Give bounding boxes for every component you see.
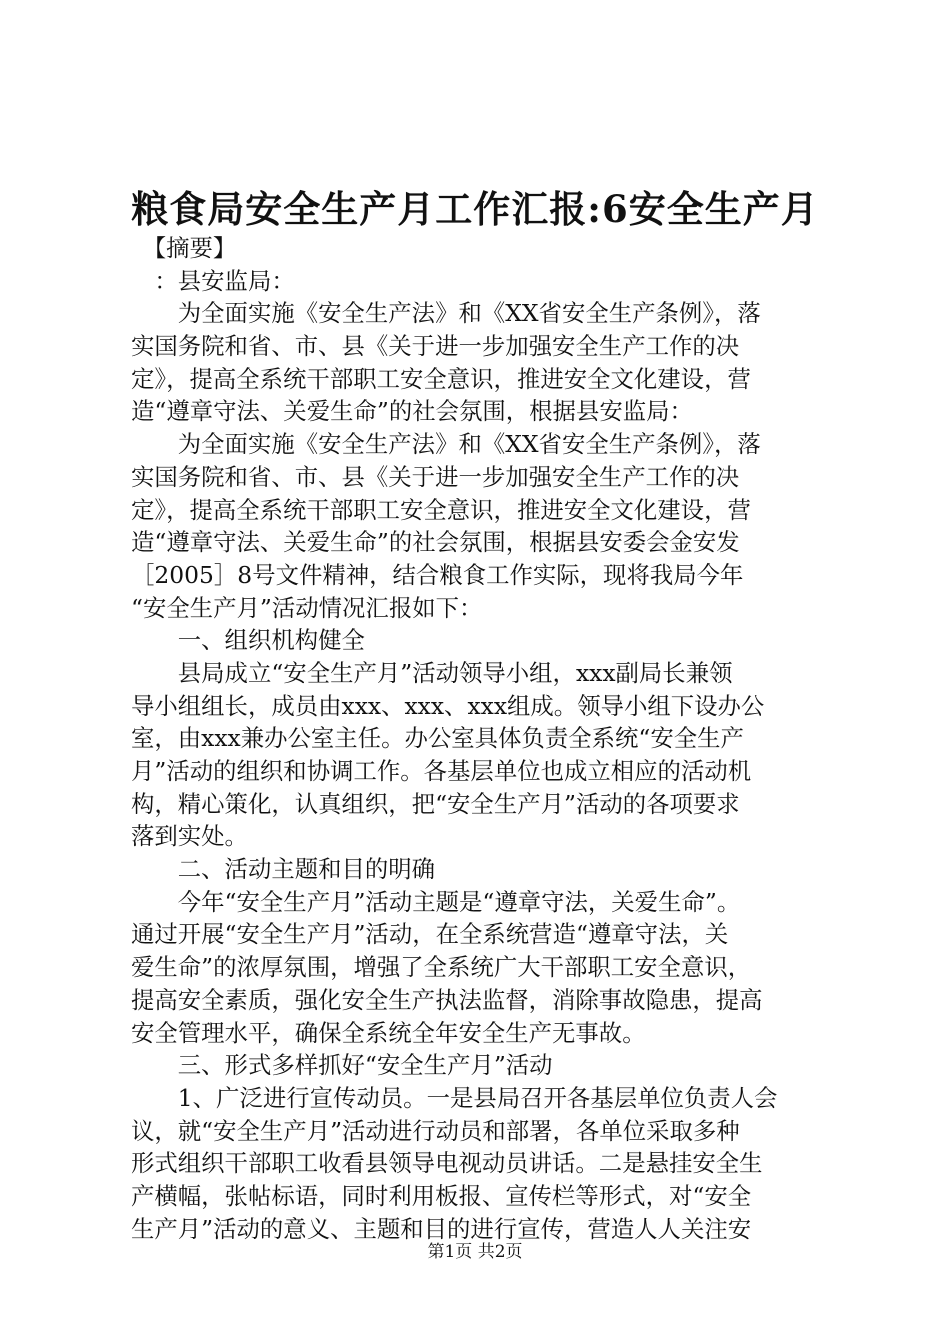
page-footer — [0, 1240, 950, 1264]
body-line: 室，由xxx兼办公室主任。办公室具体负责全系统“安全生产 — [131, 724, 744, 753]
body-line: 实国务院和省、市、县《关于进一步加强安全生产工作的决 — [131, 462, 740, 491]
body-line: 落到实处。 — [131, 822, 248, 851]
body-line: 造“遵章守法、关爱生命”的社会氛围，根据县安委会金安发 — [131, 528, 740, 557]
body-line: 导小组组长，成员由xxx、xxx、xxx组成。领导小组下设办公 — [131, 691, 765, 720]
body-line: 为全面实施《安全生产法》和《XX省安全生产条例》，落 — [131, 430, 761, 459]
section-heading: 三、形式多样抓好“安全生产月”活动 — [131, 1051, 553, 1080]
document-body — [131, 232, 831, 1245]
body-line: 今年“安全生产月”活动主题是“遵章守法，关爱生命”。 — [131, 887, 741, 916]
body-line: 形式组织干部职工收看县领导电视动员讲话。二是悬挂安全生 — [131, 1149, 763, 1178]
body-line: 定》，提高全系统干部职工安全意识，推进安全文化建设，营 — [131, 364, 751, 393]
body-line: 月”活动的组织和协调工作。各基层单位也成立相应的活动机 — [131, 757, 752, 785]
body-line: 1、广泛进行宣传动员。一是县局召开各基层单位负责人会 — [131, 1083, 778, 1112]
body-line: 议，就“安全生产月”活动进行动员和部署，各单位采取多种 — [131, 1116, 740, 1145]
body-line: 爱生命”的浓厚氛围，增强了全系统广大干部职工安全意识， — [131, 953, 752, 982]
body-line: 定》，提高全系统干部职工安全意识，推进安全文化建设，营 — [131, 495, 751, 524]
page-number-label: 第1页 共2页 — [427, 1242, 523, 1262]
document-title: 粮食局安全生产月工作汇报:6安全生产月 — [131, 187, 819, 231]
section-heading: 一、组织机构健全 — [131, 626, 365, 655]
body-line: ：县安监局： — [131, 266, 295, 295]
body-line: 生产月”活动的意义、主题和目的进行宣传，营造人人关注安 — [131, 1214, 752, 1243]
body-line: 【摘要】 — [131, 234, 237, 262]
body-line: 构，精心策化，认真组织，把“安全生产月”活动的各项要求 — [131, 789, 740, 818]
body-line: 提高安全素质，强化安全生产执法监督，消除事故隐患，提高 — [131, 985, 763, 1014]
body-line: 县局成立“安全生产月”活动领导小组，xxx副局长兼领 — [131, 658, 733, 687]
body-line: “安全生产月”活动情况汇报如下： — [131, 593, 483, 622]
body-line: ［2005］8号文件精神，结合粮食工作实际，现将我局今年 — [131, 560, 744, 589]
body-line: 产横幅，张帖标语，同时利用板报、宣传栏等形式，对“安全 — [131, 1181, 752, 1210]
section-heading: 二、活动主题和目的明确 — [131, 855, 436, 884]
body-line: 实国务院和省、市、县《关于进一步加强安全生产工作的决 — [131, 332, 740, 361]
body-line: 为全面实施《安全生产法》和《XX省安全生产条例》，落 — [131, 299, 761, 328]
body-line: 安全管理水平，确保全系统全年安全生产无事故。 — [131, 1018, 646, 1047]
body-line: 通过开展“安全生产月”活动，在全系统营造“遵章守法，关 — [131, 920, 729, 949]
body-line: 造“遵章守法、关爱生命”的社会氛围，根据县安监局： — [131, 397, 693, 426]
